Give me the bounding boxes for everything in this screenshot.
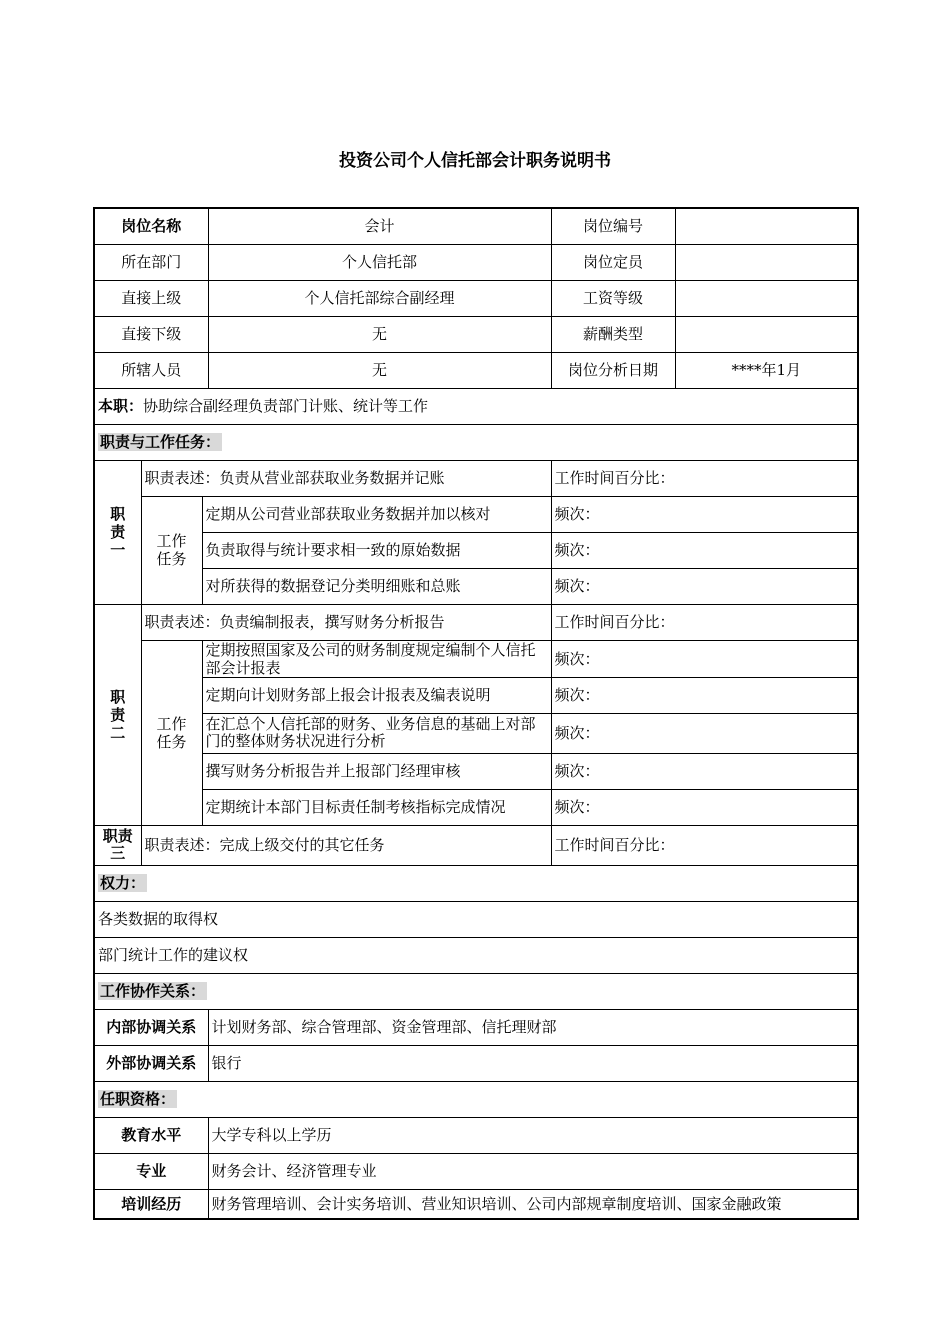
resp2-task-1: 定期按照国家及公司的财务制度规定编制个人信托部会计报表 bbox=[202, 640, 551, 677]
resp2-label: 职责二 bbox=[94, 604, 141, 825]
row-superior bbox=[94, 280, 858, 316]
resp1-task-row bbox=[94, 496, 858, 532]
row-position-name bbox=[94, 208, 858, 244]
salary-grade-value bbox=[675, 280, 858, 316]
resp1-task-label: 工作任务 bbox=[141, 496, 202, 604]
resp3-statement: 职责表述：完成上级交付的其它任务 bbox=[141, 825, 551, 865]
analysis-date-value: ****年1月 bbox=[675, 352, 858, 388]
resp1-statement: 职责表述：负责从营业部获取业务数据并记账 bbox=[141, 460, 551, 496]
qualification-header-cell bbox=[94, 1081, 858, 1117]
training-label: 培训经历 bbox=[94, 1189, 208, 1219]
resp2-task-5: 定期统计本部门目标责任制考核指标完成情况 bbox=[202, 789, 551, 825]
cooperation-header: 工作协作关系： bbox=[100, 982, 206, 1000]
resp2-task-row bbox=[94, 640, 858, 677]
resp1-task-3-freq: 频次： bbox=[551, 568, 858, 604]
resp2-task-4: 撰写财务分析报告并上报部门经理审核 bbox=[202, 753, 551, 789]
row-department bbox=[94, 244, 858, 280]
internal-value: 计划财务部、综合管理部、资金管理部、信托理财部 bbox=[208, 1009, 858, 1045]
authority-header-cell bbox=[94, 865, 858, 901]
authority-item-1: 各类数据的取得权 bbox=[94, 901, 858, 937]
subordinate-value: 无 bbox=[208, 316, 551, 352]
pay-type-value bbox=[675, 316, 858, 352]
salary-grade-label: 工资等级 bbox=[551, 280, 675, 316]
headcount-label: 岗位定员 bbox=[551, 244, 675, 280]
resp2-task-2-freq: 频次： bbox=[551, 677, 858, 713]
row-qualification-header bbox=[94, 1081, 858, 1117]
position-code-value bbox=[675, 208, 858, 244]
row-subordinate bbox=[94, 316, 858, 352]
department-label: 所在部门 bbox=[94, 244, 208, 280]
external-label: 外部协调关系 bbox=[94, 1045, 208, 1081]
resp2-task-3-freq: 频次： bbox=[551, 713, 858, 753]
duty-text: 协助综合副经理负责部门计账、统计等工作 bbox=[143, 397, 429, 415]
resp2-task-4-freq: 频次： bbox=[551, 753, 858, 789]
authority-row bbox=[94, 937, 858, 973]
row-major bbox=[94, 1153, 858, 1189]
resp1-task-row bbox=[94, 532, 858, 568]
pay-type-label: 薪酬类型 bbox=[551, 316, 675, 352]
resp2-task-3: 在汇总个人信托部的财务、业务信息的基础上对部门的整体财务状况进行分析 bbox=[202, 713, 551, 753]
row-responsibilities-header bbox=[94, 424, 858, 460]
document-title: 投资公司个人信托部会计职务说明书 bbox=[339, 151, 611, 171]
row-managed bbox=[94, 352, 858, 388]
resp2-task-row bbox=[94, 753, 858, 789]
superior-label: 直接上级 bbox=[94, 280, 208, 316]
resp2-time-label: 工作时间百分比： bbox=[551, 604, 858, 640]
headcount-value bbox=[675, 244, 858, 280]
row-authority-header bbox=[94, 865, 858, 901]
resp2-task-1-freq: 频次： bbox=[551, 640, 858, 677]
resp3-label: 职责三 bbox=[94, 825, 141, 865]
analysis-date-label: 岗位分析日期 bbox=[551, 352, 675, 388]
authority-row bbox=[94, 901, 858, 937]
resp1-label: 职责一 bbox=[94, 460, 141, 604]
position-name-value: 会计 bbox=[208, 208, 551, 244]
resp2-task-5-freq: 频次： bbox=[551, 789, 858, 825]
responsibilities-header-cell bbox=[94, 424, 858, 460]
training-value: 财务管理培训、会计实务培训、营业知识培训、公司内部规章制度培训、国家金融政策 bbox=[208, 1189, 858, 1219]
row-external bbox=[94, 1045, 858, 1081]
resp2-statement-row bbox=[94, 604, 858, 640]
department-value: 个人信托部 bbox=[208, 244, 551, 280]
responsibilities-header: 职责与工作任务： bbox=[100, 433, 221, 451]
position-code-label: 岗位编号 bbox=[551, 208, 675, 244]
subordinate-label: 直接下级 bbox=[94, 316, 208, 352]
qualification-header: 任职资格： bbox=[100, 1090, 176, 1108]
row-cooperation-header bbox=[94, 973, 858, 1009]
authority-item-2: 部门统计工作的建议权 bbox=[94, 937, 858, 973]
education-label: 教育水平 bbox=[94, 1117, 208, 1153]
row-education bbox=[94, 1117, 858, 1153]
major-label: 专业 bbox=[94, 1153, 208, 1189]
internal-label: 内部协调关系 bbox=[94, 1009, 208, 1045]
row-duty bbox=[94, 388, 858, 424]
major-value: 财务会计、经济管理专业 bbox=[208, 1153, 858, 1189]
resp1-task-3: 对所获得的数据登记分类明细账和总账 bbox=[202, 568, 551, 604]
resp1-statement-row bbox=[94, 460, 858, 496]
authority-header: 权力： bbox=[100, 874, 146, 892]
duty-cell bbox=[94, 388, 858, 424]
education-value: 大学专科以上学历 bbox=[208, 1117, 858, 1153]
resp1-task-row bbox=[94, 568, 858, 604]
row-internal bbox=[94, 1009, 858, 1045]
cooperation-header-cell bbox=[94, 973, 858, 1009]
resp3-statement-row bbox=[94, 825, 858, 865]
external-value: 银行 bbox=[208, 1045, 858, 1081]
resp2-statement: 职责表述：负责编制报表，撰写财务分析报告 bbox=[141, 604, 551, 640]
resp2-task-label: 工作任务 bbox=[141, 640, 202, 825]
position-name-label: 岗位名称 bbox=[94, 208, 208, 244]
resp1-task-2-freq: 频次： bbox=[551, 532, 858, 568]
managed-label: 所辖人员 bbox=[94, 352, 208, 388]
resp3-time-label: 工作时间百分比： bbox=[551, 825, 858, 865]
resp2-task-2: 定期向计划财务部上报会计报表及编表说明 bbox=[202, 677, 551, 713]
row-training bbox=[94, 1189, 858, 1219]
resp1-task-1: 定期从公司营业部获取业务数据并加以核对 bbox=[202, 496, 551, 532]
duty-label: 本职： bbox=[98, 397, 144, 415]
job-description-table bbox=[93, 207, 859, 1220]
superior-value: 个人信托部综合副经理 bbox=[208, 280, 551, 316]
resp1-task-1-freq: 频次： bbox=[551, 496, 858, 532]
resp2-task-row bbox=[94, 713, 858, 753]
resp2-task-row bbox=[94, 789, 858, 825]
resp1-task-2: 负责取得与统计要求相一致的原始数据 bbox=[202, 532, 551, 568]
resp2-task-row bbox=[94, 677, 858, 713]
managed-value: 无 bbox=[208, 352, 551, 388]
resp1-time-label: 工作时间百分比： bbox=[551, 460, 858, 496]
